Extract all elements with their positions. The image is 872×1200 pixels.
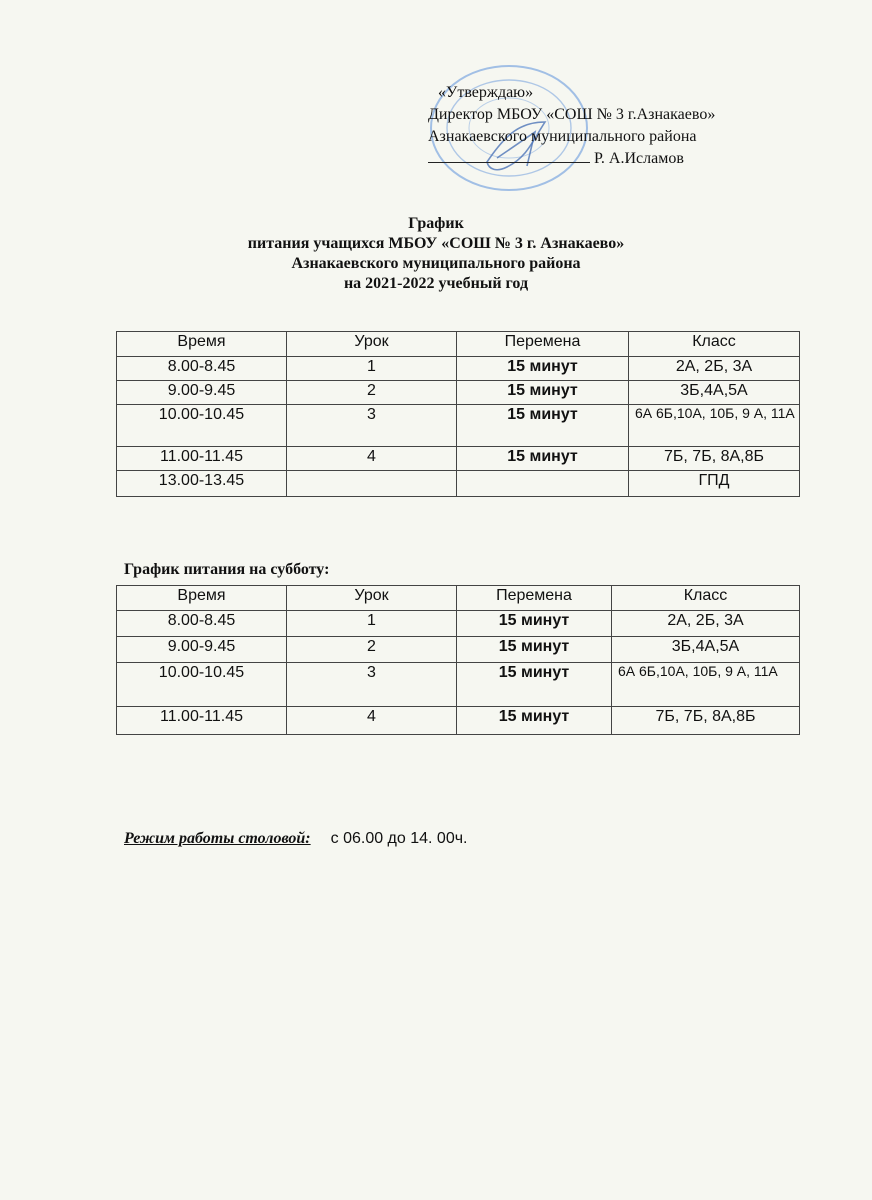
header-time: Время bbox=[117, 586, 287, 611]
header-class: Класс bbox=[629, 332, 800, 357]
table-header-row bbox=[117, 332, 800, 357]
cell-lesson bbox=[287, 471, 457, 497]
cell-break: 15 минут bbox=[457, 637, 612, 663]
title-line-1: График bbox=[408, 215, 464, 232]
table-row bbox=[117, 405, 800, 447]
table-row bbox=[117, 471, 800, 497]
cell-class: 3Б,4А,5А bbox=[629, 381, 800, 405]
header-lesson: Урок bbox=[287, 586, 457, 611]
approval-word: «Утверждаю» bbox=[438, 84, 534, 101]
table-header-row bbox=[117, 586, 800, 611]
cell-time: 10.00-10.45 bbox=[117, 405, 287, 447]
cell-break: 15 минут bbox=[457, 357, 629, 381]
header-break: Перемена bbox=[457, 332, 629, 357]
title-line-3: Азнакаевского муниципального района bbox=[291, 255, 581, 272]
approval-block bbox=[428, 82, 848, 170]
saturday-heading: График питания на субботу: bbox=[124, 561, 330, 578]
cell-class: 6А 6Б,10А, 10Б, 9 А, 11А bbox=[612, 663, 800, 707]
cell-class: 7Б, 7Б, 8А,8Б bbox=[612, 707, 800, 735]
cell-break: 15 минут bbox=[457, 405, 629, 447]
table-row bbox=[117, 637, 800, 663]
title-line-2: питания учащихся МБОУ «СОШ № 3 г. Азнакаево» bbox=[247, 235, 625, 252]
main-schedule-table bbox=[116, 331, 800, 497]
table-row bbox=[117, 381, 800, 405]
canteen-label: Режим работы столовой: bbox=[124, 830, 311, 847]
cell-class: ГПД bbox=[629, 471, 800, 497]
header-time: Время bbox=[117, 332, 287, 357]
cell-time: 9.00-9.45 bbox=[117, 381, 287, 405]
approval-district: Азнакаевского муниципального района bbox=[428, 128, 697, 145]
cell-time: 13.00-13.45 bbox=[117, 471, 287, 497]
approval-signer: Р. А.Исламов bbox=[594, 150, 684, 167]
cell-time: 11.00-11.45 bbox=[117, 707, 287, 735]
cell-lesson: 4 bbox=[287, 447, 457, 471]
cell-lesson: 3 bbox=[287, 405, 457, 447]
document-title bbox=[0, 214, 872, 294]
cell-time: 8.00-8.45 bbox=[117, 611, 287, 637]
cell-time: 9.00-9.45 bbox=[117, 637, 287, 663]
cell-lesson: 2 bbox=[287, 381, 457, 405]
cell-break: 15 минут bbox=[457, 707, 612, 735]
header-lesson: Урок bbox=[287, 332, 457, 357]
cell-class: 3Б,4А,5А bbox=[612, 637, 800, 663]
header-class: Класс bbox=[612, 586, 800, 611]
cell-break: 15 минут bbox=[457, 381, 629, 405]
cell-lesson: 2 bbox=[287, 637, 457, 663]
canteen-hours-value: с 06.00 до 14. 00ч. bbox=[330, 830, 468, 847]
signature-line bbox=[428, 148, 590, 163]
cell-time: 8.00-8.45 bbox=[117, 357, 287, 381]
table-row bbox=[117, 357, 800, 381]
table-row bbox=[117, 611, 800, 637]
cell-time: 11.00-11.45 bbox=[117, 447, 287, 471]
canteen-hours bbox=[124, 830, 468, 848]
cell-time: 10.00-10.45 bbox=[117, 663, 287, 707]
cell-class: 2А, 2Б, 3А bbox=[612, 611, 800, 637]
cell-break: 15 минут bbox=[457, 663, 612, 707]
cell-class: 7Б, 7Б, 8А,8Б bbox=[629, 447, 800, 471]
cell-class: 6А 6Б,10А, 10Б, 9 А, 11А bbox=[629, 405, 800, 447]
cell-class: 2А, 2Б, 3А bbox=[629, 357, 800, 381]
table-row bbox=[117, 707, 800, 735]
cell-break bbox=[457, 471, 629, 497]
title-line-4: на 2021-2022 учебный год bbox=[343, 275, 529, 292]
header-break: Перемена bbox=[457, 586, 612, 611]
table-row bbox=[117, 663, 800, 707]
cell-break: 15 минут bbox=[457, 611, 612, 637]
saturday-schedule-table bbox=[116, 585, 800, 735]
approval-signature-line bbox=[428, 148, 848, 170]
approval-director: Директор МБОУ «СОШ № 3 г.Азнакаево» bbox=[428, 106, 716, 123]
cell-break: 15 минут bbox=[457, 447, 629, 471]
table-row bbox=[117, 447, 800, 471]
cell-lesson: 1 bbox=[287, 611, 457, 637]
cell-lesson: 4 bbox=[287, 707, 457, 735]
cell-lesson: 1 bbox=[287, 357, 457, 381]
cell-lesson: 3 bbox=[287, 663, 457, 707]
